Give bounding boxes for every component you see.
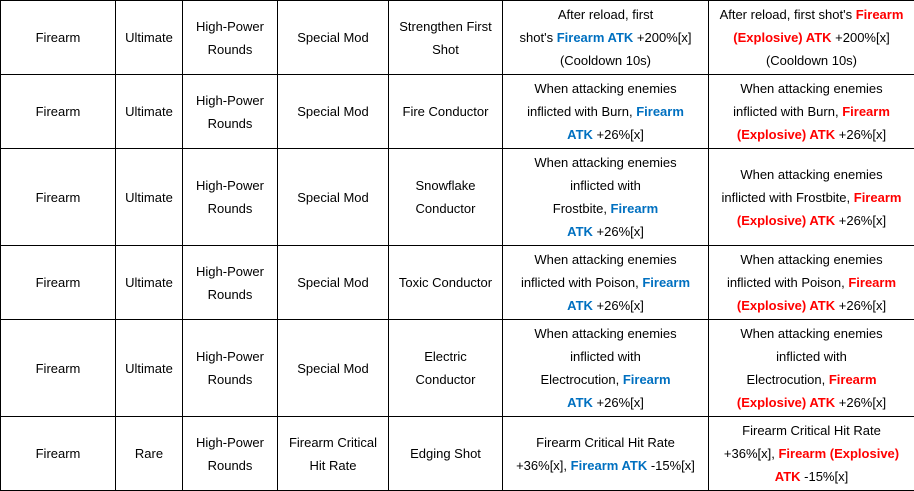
table-row <box>1 1 914 75</box>
effect-line <box>712 294 911 317</box>
effect-line <box>506 431 705 454</box>
effect-line <box>506 294 705 317</box>
effect-text: -15%[x] <box>801 469 849 484</box>
effect-cell <box>503 320 709 417</box>
effect-text: When attacking enemies <box>740 326 882 341</box>
effect-line <box>506 391 705 414</box>
stat-category-cell: Special Mod <box>278 246 389 320</box>
effect-text: When attacking enemies <box>534 252 676 267</box>
effect-text: inflicted with Frostbite, <box>722 190 854 205</box>
stat-category-cell: Firearm Critical Hit Rate <box>278 417 389 491</box>
effect-line <box>712 3 911 26</box>
effect-line <box>506 322 705 345</box>
effect-line <box>712 368 911 391</box>
effect-text: shot's <box>520 30 557 45</box>
effect-cell <box>503 75 709 149</box>
effect-line <box>712 465 911 488</box>
effect-line <box>712 248 911 271</box>
effect-cell <box>503 246 709 320</box>
stat-highlight-text: Firearm <box>842 104 890 119</box>
effect-line <box>712 77 911 100</box>
table-row <box>1 75 914 149</box>
stat-highlight-text: Firearm <box>854 190 902 205</box>
effect-line <box>506 345 705 368</box>
weapon-type-cell: Firearm <box>1 320 116 417</box>
effect-explosive-cell <box>709 149 914 246</box>
effect-cell <box>503 149 709 246</box>
effect-text: inflicted with Burn, <box>527 104 636 119</box>
effect-text: inflicted with Burn, <box>733 104 842 119</box>
weapon-type-cell: Firearm <box>1 246 116 320</box>
effect-line <box>712 186 911 209</box>
effect-text: When attacking enemies <box>740 252 882 267</box>
effect-line <box>506 368 705 391</box>
effect-text: Electrocution, <box>540 372 622 387</box>
effect-text: inflicted with Poison, <box>521 275 642 290</box>
rarity-cell: Rare <box>116 417 183 491</box>
effect-text: inflicted with <box>570 349 641 364</box>
stat-highlight-text: Firearm <box>623 372 671 387</box>
effect-text: +26%[x] <box>593 127 644 142</box>
effect-text: +26%[x] <box>835 213 886 228</box>
stat-highlight-text: Firearm <box>642 275 690 290</box>
stat-highlight-text: Firearm <box>856 7 904 22</box>
stat-highlight-text: ATK <box>567 298 593 313</box>
stat-highlight-text: (Explosive) ATK <box>733 30 831 45</box>
effect-line <box>506 271 705 294</box>
effect-line <box>712 345 911 368</box>
mod-name-cell: Snowflake Conductor <box>389 149 503 246</box>
table-row <box>1 149 914 246</box>
effect-line <box>506 454 705 477</box>
stat-highlight-text: Firearm <box>848 275 896 290</box>
effect-line <box>506 3 705 26</box>
effect-line <box>712 271 911 294</box>
effect-text: +36%[x], <box>724 446 779 461</box>
stat-category-cell: Special Mod <box>278 149 389 246</box>
effect-line <box>712 123 911 146</box>
effect-text: (Cooldown 10s) <box>766 53 857 68</box>
weapon-type-cell: Firearm <box>1 149 116 246</box>
rounds-type-cell: High-Power Rounds <box>183 417 278 491</box>
effect-text: inflicted with <box>776 349 847 364</box>
effect-line <box>506 26 705 49</box>
effect-text: +26%[x] <box>593 395 644 410</box>
effect-text: When attacking enemies <box>740 81 882 96</box>
stat-highlight-text: (Explosive) ATK <box>737 127 835 142</box>
effect-text: When attacking enemies <box>534 155 676 170</box>
mod-name-cell: Electric Conductor <box>389 320 503 417</box>
weapon-type-cell: Firearm <box>1 417 116 491</box>
effect-text: When attacking enemies <box>534 326 676 341</box>
effect-text: After reload, first shot's <box>720 7 856 22</box>
stat-highlight-text: Firearm ATK <box>557 30 634 45</box>
effect-text: (Cooldown 10s) <box>560 53 651 68</box>
effect-line <box>506 100 705 123</box>
effect-text: When attacking enemies <box>740 167 882 182</box>
effect-line <box>712 419 911 442</box>
rarity-cell: Ultimate <box>116 246 183 320</box>
effect-explosive-cell <box>709 417 914 491</box>
stat-highlight-text: (Explosive) ATK <box>737 395 835 410</box>
stat-highlight-text: (Explosive) ATK <box>737 213 835 228</box>
stat-highlight-text: ATK <box>567 127 593 142</box>
effect-line <box>506 220 705 243</box>
effect-text: +200%[x] <box>633 30 691 45</box>
table-row <box>1 417 914 491</box>
stat-highlight-text: Firearm ATK <box>571 458 648 473</box>
stat-highlight-text: ATK <box>775 469 801 484</box>
rarity-cell: Ultimate <box>116 320 183 417</box>
effect-text: +26%[x] <box>835 298 886 313</box>
effect-line <box>712 391 911 414</box>
stat-highlight-text: (Explosive) ATK <box>737 298 835 313</box>
effect-line <box>506 151 705 174</box>
rounds-type-cell: High-Power Rounds <box>183 320 278 417</box>
effect-text: -15%[x] <box>647 458 695 473</box>
effect-text: inflicted with <box>570 178 641 193</box>
effect-cell <box>503 417 709 491</box>
stat-highlight-text: ATK <box>567 395 593 410</box>
stat-highlight-text: Firearm (Explosive) <box>778 446 899 461</box>
stat-category-cell: Special Mod <box>278 320 389 417</box>
effect-line <box>506 49 705 72</box>
effect-line <box>506 123 705 146</box>
effect-explosive-cell <box>709 320 914 417</box>
effect-line <box>712 49 911 72</box>
effect-line <box>506 77 705 100</box>
stat-highlight-text: Firearm <box>829 372 877 387</box>
effect-text: inflicted with Poison, <box>727 275 848 290</box>
effect-text: Electrocution, <box>746 372 828 387</box>
stat-category-cell: Special Mod <box>278 75 389 149</box>
effect-line <box>712 163 911 186</box>
effect-text: +26%[x] <box>593 298 644 313</box>
effect-text: When attacking enemies <box>534 81 676 96</box>
rounds-type-cell: High-Power Rounds <box>183 149 278 246</box>
mod-name-cell: Strengthen First Shot <box>389 1 503 75</box>
effect-line <box>712 100 911 123</box>
weapon-type-cell: Firearm <box>1 75 116 149</box>
effect-explosive-cell <box>709 75 914 149</box>
effect-explosive-cell <box>709 246 914 320</box>
rounds-type-cell: High-Power Rounds <box>183 246 278 320</box>
rarity-cell: Ultimate <box>116 149 183 246</box>
effect-text: +200%[x] <box>832 30 890 45</box>
rounds-type-cell: High-Power Rounds <box>183 75 278 149</box>
rounds-type-cell: High-Power Rounds <box>183 1 278 75</box>
rarity-cell: Ultimate <box>116 75 183 149</box>
mod-name-cell: Toxic Conductor <box>389 246 503 320</box>
rarity-cell: Ultimate <box>116 1 183 75</box>
effect-text: Firearm Critical Hit Rate <box>536 435 675 450</box>
effect-text: +36%[x], <box>516 458 571 473</box>
effect-text: Firearm Critical Hit Rate <box>742 423 881 438</box>
mod-name-cell: Edging Shot <box>389 417 503 491</box>
table-row <box>1 320 914 417</box>
stat-highlight-text: Firearm <box>611 201 659 216</box>
stat-highlight-text: ATK <box>567 224 593 239</box>
effect-explosive-cell <box>709 1 914 75</box>
mod-table-body <box>1 1 914 491</box>
stat-highlight-text: Firearm <box>636 104 684 119</box>
effect-line <box>712 442 911 465</box>
effect-line <box>712 322 911 345</box>
effect-line <box>712 209 911 232</box>
effect-text: +26%[x] <box>593 224 644 239</box>
effect-text: Frostbite, <box>553 201 611 216</box>
effect-line <box>712 26 911 49</box>
effect-line <box>506 197 705 220</box>
effect-text: After reload, first <box>558 7 653 22</box>
effect-text: +26%[x] <box>835 127 886 142</box>
weapon-type-cell: Firearm <box>1 1 116 75</box>
table-row <box>1 246 914 320</box>
effect-line <box>506 248 705 271</box>
effect-line <box>506 174 705 197</box>
effect-cell <box>503 1 709 75</box>
mod-name-cell: Fire Conductor <box>389 75 503 149</box>
stat-category-cell: Special Mod <box>278 1 389 75</box>
effect-text: +26%[x] <box>835 395 886 410</box>
